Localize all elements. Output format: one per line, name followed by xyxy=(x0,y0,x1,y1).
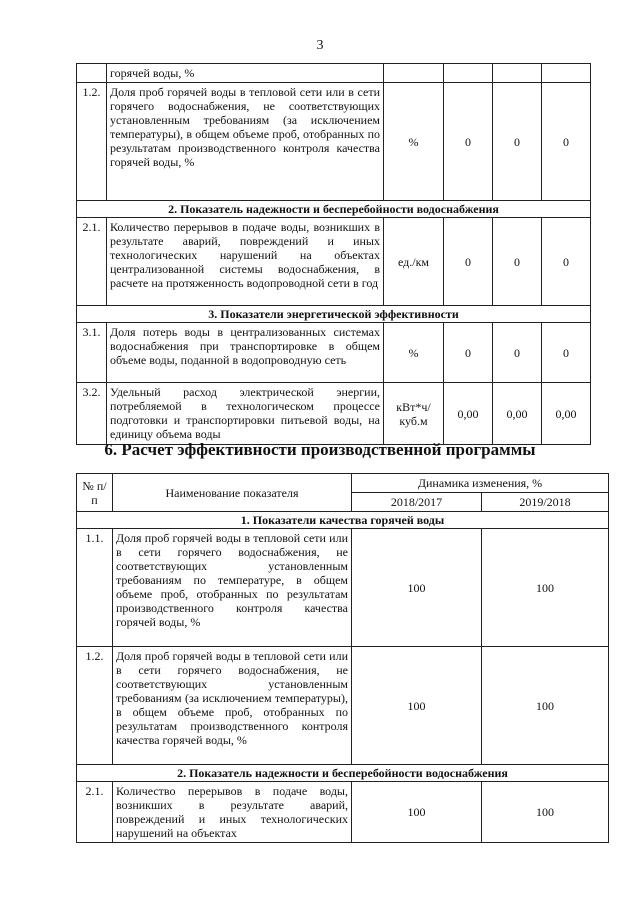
table-row xyxy=(77,529,609,647)
header-num: № п/п xyxy=(77,474,113,512)
section-row xyxy=(77,765,609,782)
indicators-table xyxy=(76,63,591,445)
indicator-name: Доля потерь воды в централизованных системах водоснабжения при транспортировке в общем объеме воды, поданной в водопроводную сеть xyxy=(107,323,384,383)
header-col-2019: 2019/2018 xyxy=(482,493,609,512)
header-name: Наименование показателя xyxy=(113,474,352,512)
value-3: 0,00 xyxy=(542,383,591,445)
indicator-name: Доля проб горячей воды в тепловой сети или в сети горячего водоснабжения, не соответствующих установленным требованиям (за исключением температуры), в общем объеме проб, отобранных по результатам производственного контроля качества горячей воды, % xyxy=(107,83,384,201)
value-2: 0,00 xyxy=(493,383,542,445)
value-3: 0 xyxy=(542,323,591,383)
section-title: 2. Показатель надежности и бесперебойности водоснабжения xyxy=(77,765,609,782)
section-row xyxy=(77,512,609,529)
row-number xyxy=(77,64,107,83)
value-1: 0 xyxy=(444,218,493,306)
value-3: 0 xyxy=(542,83,591,201)
dynamics-2019: 100 xyxy=(482,529,609,647)
table-row xyxy=(77,218,591,306)
value-2: 0 xyxy=(493,83,542,201)
indicator-name: Количество перерывов в подаче воды, возникших в результате аварий, повреждений и иных технологических нарушений на объектах централизованной системы водоснабжения, в расчете на протяженность водопроводной сети в год xyxy=(107,218,384,306)
section-title: 1. Показатели качества горячей воды xyxy=(77,512,609,529)
indicator-name: Количество перерывов в подаче воды, возникших в результате аварий, повреждений и иных технологических нарушений на объектах xyxy=(113,782,352,843)
value-1: 0,00 xyxy=(444,383,493,445)
table-row xyxy=(77,323,591,383)
indicator-name: Доля проб горячей воды в тепловой сети или в сети горячего водоснабжения, не соответствующих установленным требованиям по температуре, в общем объеме проб, отобранных по результатам производственного контроля качества горячей воды, % xyxy=(113,529,352,647)
row-number: 2.1. xyxy=(77,218,107,306)
value-3: 0 xyxy=(542,218,591,306)
unit: ед./км xyxy=(384,218,444,306)
value-2: 0 xyxy=(493,218,542,306)
section-title: 3. Показатели энергетической эффективности xyxy=(77,306,591,323)
header-col-2018: 2018/2017 xyxy=(352,493,482,512)
table-row xyxy=(77,64,591,83)
row-number: 2.1. xyxy=(77,782,113,843)
section-heading: 6. Расчет эффективности производственной программы xyxy=(104,440,536,459)
table-row xyxy=(77,83,591,201)
row-number: 3.2. xyxy=(77,383,107,445)
header-row xyxy=(77,474,609,493)
value-1: 0 xyxy=(444,83,493,201)
dynamics-2019: 100 xyxy=(482,647,609,765)
value-1 xyxy=(444,64,493,83)
row-number: 1.2. xyxy=(77,647,113,765)
value-1: 0 xyxy=(444,323,493,383)
table-row xyxy=(77,383,591,445)
header-dynamics: Динамика изменения, % xyxy=(352,474,609,493)
section-row xyxy=(77,201,591,218)
unit: % xyxy=(384,323,444,383)
dynamics-2019: 100 xyxy=(482,782,609,843)
value-3 xyxy=(542,64,591,83)
indicator-name: Удельный расход электрической энергии, потребляемой в технологическом процессе подготовки и транспортировки питьевой воды, на единицу объема воды xyxy=(107,383,384,445)
table-row xyxy=(77,647,609,765)
dynamics-2018: 100 xyxy=(352,647,482,765)
page-number: 3 xyxy=(316,38,324,53)
section-title: 2. Показатель надежности и бесперебойности водоснабжения xyxy=(77,201,591,218)
row-number: 1.1. xyxy=(77,529,113,647)
value-2 xyxy=(493,64,542,83)
table-row xyxy=(77,782,609,843)
row-number: 3.1. xyxy=(77,323,107,383)
dynamics-2018: 100 xyxy=(352,782,482,843)
efficiency-table xyxy=(76,473,609,843)
row-number: 1.2. xyxy=(77,83,107,201)
dynamics-2018: 100 xyxy=(352,529,482,647)
indicator-name: горячей воды, % xyxy=(107,64,384,83)
unit: % xyxy=(384,83,444,201)
unit: кВт*ч/ куб.м xyxy=(384,383,444,445)
unit xyxy=(384,64,444,83)
section-row xyxy=(77,306,591,323)
indicator-name: Доля проб горячей воды в тепловой сети или в сети горячего водоснабжения, не соответствующих установленным требованиям (за исключением температуры), в общем объеме проб, отобранных по результатам производственного контроля качества горячей воды, % xyxy=(113,647,352,765)
value-2: 0 xyxy=(493,323,542,383)
